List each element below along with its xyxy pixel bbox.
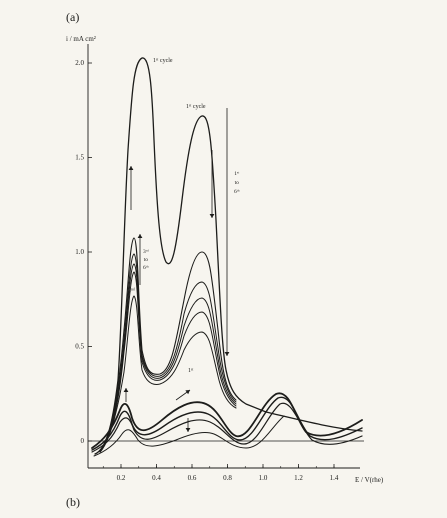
arrow-down-cycles-1-6-head bbox=[225, 352, 230, 356]
x-tick-label: 1.4 bbox=[329, 474, 339, 482]
y-tick-label: 1.0 bbox=[75, 248, 84, 256]
x-tick-label: 0.2 bbox=[116, 474, 126, 482]
arrow-down-first-cycle-head bbox=[210, 214, 215, 218]
x-tick-label: 0.6 bbox=[187, 474, 197, 482]
panel-a-label: (a) bbox=[66, 10, 80, 24]
y-axis-label: i / mA cm² bbox=[66, 35, 96, 43]
y-tick-label: 0.5 bbox=[75, 342, 84, 351]
arrow-lower-right-head bbox=[185, 390, 190, 394]
y-tick-label: 2.0 bbox=[75, 59, 84, 67]
sweep-arrows bbox=[124, 108, 230, 432]
annotation-1st-lower: 1ˢᵗ bbox=[188, 368, 194, 374]
arrow-up-cycles-3-6-head bbox=[138, 234, 143, 238]
x-tick-label: 1.2 bbox=[294, 474, 303, 482]
x-tick-label: 0.8 bbox=[223, 474, 232, 482]
annotation-2nd-cycle: 2ⁿᵈ bbox=[128, 288, 135, 294]
annotation-range-1-to-6: 1ˢᵗ to 6ᵗʰ bbox=[234, 171, 240, 195]
x-axis-label: E / V(rhe) bbox=[355, 476, 384, 484]
annotation-range-3-to-6: 3ʳᵈ to 6ᵗʰ bbox=[143, 249, 149, 271]
x-tick-label: 0.4 bbox=[152, 474, 161, 482]
annotation-first-cycle-left: 1ˢᵗ cycle bbox=[153, 58, 173, 64]
arrow-down-lower-head bbox=[186, 428, 191, 432]
panel-b-label: (b) bbox=[66, 495, 80, 509]
arrow-up-lower-head bbox=[124, 388, 129, 392]
y-tick-label: 1.5 bbox=[75, 153, 84, 162]
arrow-up-first-cycle-head bbox=[129, 166, 134, 170]
x-tick-label: 1.0 bbox=[258, 474, 268, 482]
annotation-first-cycle-right: 1ˢᵗ cycle bbox=[186, 104, 206, 110]
y-tick-label: 0 bbox=[80, 437, 84, 445]
